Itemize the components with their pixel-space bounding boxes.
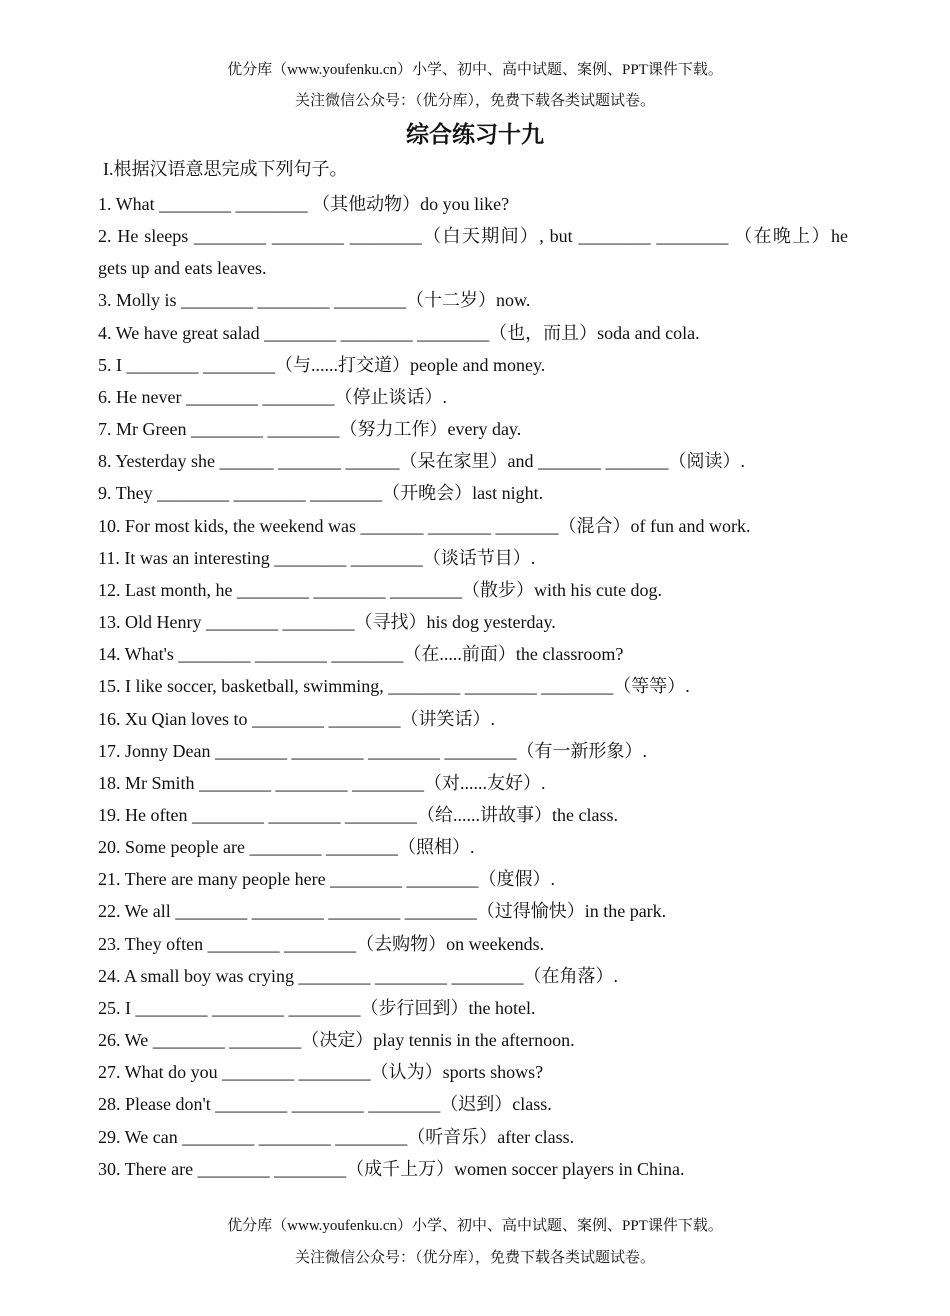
question-1: 1. What ________ ________ （其他动物）do you like? <box>98 194 510 214</box>
header-line-1: 优分库（www.youfenku.cn）小学、初中、高中试题、案例、PPT课件下载。 <box>227 62 723 78</box>
section-heading: I.根据汉语意思完成下列句子。 <box>103 159 348 179</box>
question-29: 29. We can ________ ________ ________（听音乐）after class. <box>98 1126 575 1147</box>
question-list <box>98 188 848 1185</box>
question-18: 18. Mr Smith ________ ________ ________（对......友好）. <box>98 772 546 793</box>
question-28: 28. Please don't ________ ________ ________（迟到）class. <box>98 1094 552 1115</box>
question-25: 25. I ________ ________ ________（步行回到）the hotel. <box>98 997 536 1018</box>
question-4: 4. We have great salad ________ ________ ________（也，而且）soda and cola. <box>98 322 700 343</box>
footer-line-1: 优分库（www.youfenku.cn）小学、初中、高中试题、案例、PPT课件下载。 <box>227 1218 723 1234</box>
footer-line-2: 关注微信公众号：（优分库），免费下载各类试题试卷。 <box>294 1250 655 1266</box>
question-11: 11. It was an interesting ________ ________（谈话节目）. <box>98 547 536 568</box>
question-9: 9. They ________ ________ ________（开晚会）last night. <box>98 483 544 504</box>
question-17: 17. Jonny Dean ________ ________ ________ ________（有一新形象）. <box>98 740 647 761</box>
question-12: 12. Last month, he ________ ________ ________（散步）with his cute dog. <box>98 579 662 600</box>
question-22: 22. We all ________ ________ ________ ________（过得愉快）in the park. <box>98 901 667 922</box>
page-title: 综合练习十九 <box>406 122 544 147</box>
question-27: 27. What do you ________ ________（认为）sports shows? <box>98 1062 544 1083</box>
question-20: 20. Some people are ________ ________（照相）. <box>98 837 475 858</box>
question-26: 26. We ________ ________（决定）play tennis in the afternoon. <box>98 1030 575 1051</box>
question-15: 15. I like soccer, basketball, swimming, ________ ________ ________（等等）. <box>98 676 690 697</box>
question-19: 19. He often ________ ________ ________（给......讲故事）the class. <box>98 804 618 825</box>
question-6: 6. He never ________ ________（停止谈话）. <box>98 386 447 407</box>
question-3: 3. Molly is ________ ________ ________（十二岁）now. <box>98 290 531 311</box>
question-7: 7. Mr Green ________ ________（努力工作）every day. <box>98 419 522 440</box>
question-30: 30. There are ________ ________（成千上万）women soccer players in China. <box>98 1158 685 1179</box>
header-line-2: 关注微信公众号：（优分库），免费下载各类试题试卷。 <box>294 93 655 109</box>
question-23: 23. They often ________ ________（去购物）on weekends. <box>98 933 545 954</box>
question-21: 21. There are many people here ________ ________（度假）. <box>98 869 556 890</box>
question-24: 24. A small boy was crying ________ ________ ________（在角落）. <box>98 965 618 986</box>
question-10: 10. For most kids, the weekend was _______ _______ _______（混合）of fun and work. <box>98 515 751 536</box>
question-14: 14. What's ________ ________ ________（在.....前面）the classroom? <box>98 644 624 665</box>
question-2: 2. He sleeps ________ ________ ________（白天期间）, but ________ ________ （在晚上）he gets up and eats leaves. <box>98 226 848 279</box>
question-16: 16. Xu Qian loves to ________ ________（讲笑话）. <box>98 708 495 729</box>
question-5: 5. I ________ ________（与......打交道）people and money. <box>98 354 546 375</box>
question-13: 13. Old Henry ________ ________（寻找）his dog yesterday. <box>98 612 556 633</box>
question-8: 8. Yesterday she ______ _______ ______（呆在家里）and _______ _______（阅读）. <box>98 451 745 472</box>
